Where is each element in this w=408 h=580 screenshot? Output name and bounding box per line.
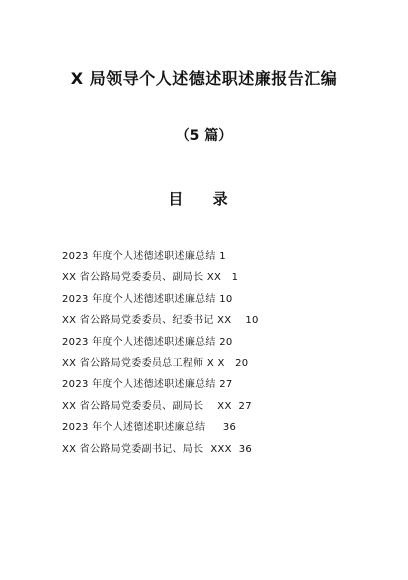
toc-entry[interactable]: 2023 年度个人述德述职述廉总结 1 — [62, 251, 226, 262]
document-title: X 局领导个人述德述职述廉报告汇编 — [70, 69, 338, 88]
toc-entry[interactable]: 2023 年个人述德述职述廉总结 36 — [62, 422, 237, 434]
toc-entry[interactable]: 2023 年度个人述德述职述廉总结 10 — [62, 293, 233, 305]
toc-heading: 目 录 — [168, 190, 240, 208]
toc-entry[interactable]: XX 省公路局党委委员总工程师 X X 20 — [62, 357, 249, 369]
toc-entry[interactable]: 2023 年度个人述德述职述廉总结 20 — [62, 336, 233, 348]
toc-entry[interactable]: XX 省公路局党委委员、纪委书记 XX 10 — [62, 315, 259, 327]
toc-entry[interactable]: XX 省公路局党委委员、副局长 XX 1 — [62, 272, 239, 284]
toc-entry[interactable]: 2023 年度个人述德述职述廉总结 27 — [62, 379, 233, 391]
table-of-contents — [62, 246, 382, 460]
toc-entry[interactable]: XX 省公路局党委委员、副局长 XX 27 — [62, 400, 252, 412]
document-count: （5 篇） — [175, 128, 233, 144]
toc-entry[interactable]: XX 省公路局党委副书记、局长 XXX 36 — [62, 443, 253, 455]
